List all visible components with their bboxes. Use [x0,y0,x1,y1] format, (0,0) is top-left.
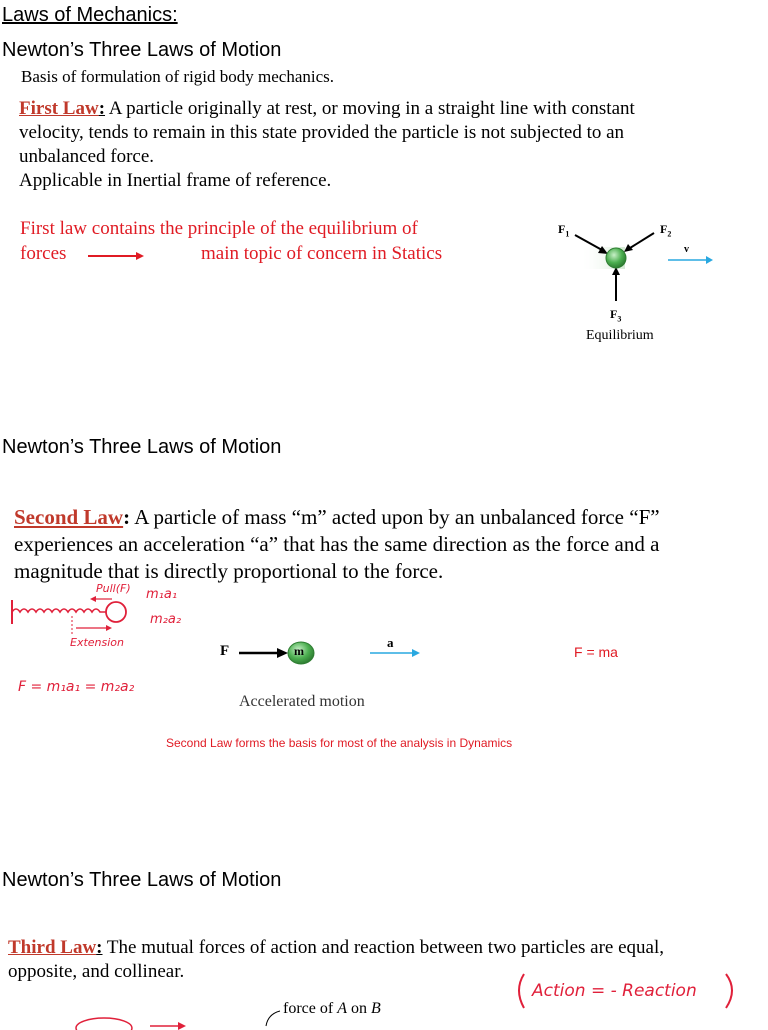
force-f-label: F [220,643,230,659]
action-reaction-note: Action = - Reaction [532,981,697,1001]
f2-label: $F_2$ [660,222,672,239]
second-law-line2: experiences an acceleration “a” that has the same direction as the force and a [14,532,660,556]
accelerated-motion-figure [215,632,445,717]
v-label: v [684,244,689,255]
third-law-line1 [8,937,664,959]
first-law-note-statics: main topic of concern in Statics [201,243,443,264]
slide3-heading: Newton’s Three Laws of Motion [2,869,282,891]
third-law-figure-sketch [20,1010,200,1030]
extension-note: Extension [70,636,125,649]
second-law-line1 [14,505,660,530]
newton-second-law-formula: F = ma [574,644,618,660]
mass-equation-note: F = m₁a₁ = m₂a₂ [18,679,135,695]
first-law-line1 [19,98,635,120]
m2a2-note: m₂a₂ [150,612,182,627]
m1a1-note: m₁a₁ [146,587,178,602]
acceleration-a-label: a [387,635,394,650]
slide1-basis-text: Basis of formulation of rigid body mechanics. [21,67,335,86]
first-law-note-forces: forces [20,243,67,264]
mass-m-label: m [294,644,304,658]
slide1-heading: Laws of Mechanics: [2,4,178,26]
third-law-label: Third Law [8,937,97,958]
f1-label: $F_1$ [558,222,570,239]
f3-label: $F_3$ [610,307,622,324]
second-law-label: Second Law [14,505,124,529]
second-law-text-1: A particle of mass “m” acted upon by an unbalanced force “F” [130,505,660,529]
first-law-note-line1: First law contains the principle of the equilibrium of [20,218,418,239]
inertial-frame-text: Applicable in Inertial frame of reference. [19,170,332,191]
force-of-a-on-b-label: force of A on B [283,1000,381,1017]
third-law-line2: opposite, and collinear. [8,961,185,982]
second-law-line3: magnitude that is directly proportional to the force. [14,559,444,583]
pull-force-note: Pull(F) [96,582,131,595]
first-law-line3: unbalanced force. [19,146,155,167]
first-law-colon: : [98,98,106,119]
first-law-label: First Law [19,98,99,119]
equilibrium-caption: Equilibrium [586,328,654,343]
figure-leader-line [262,1008,282,1028]
second-law-colon: : [123,505,131,529]
accelerated-motion-caption: Accelerated motion [239,693,365,710]
first-law-line2: velocity, tends to remain in this state provided the particle is not subjected to an [19,122,625,143]
slide1-subheading: Newton’s Three Laws of Motion [2,39,282,61]
second-law-dynamics-note: Second Law forms the basis for most of the analysis in Dynamics [166,736,513,750]
first-law-text-1: A particle originally at rest, or moving in a straight line with constant [105,98,635,119]
third-law-text-1: The mutual forces of action and reaction between two particles are equal, [102,937,664,958]
slide2-heading: Newton’s Three Laws of Motion [2,436,282,458]
red-arrow-icon [86,250,146,262]
accelerated-motion-diagram [215,632,445,672]
third-law-colon: : [96,937,103,958]
equilibrium-figure [550,215,750,350]
